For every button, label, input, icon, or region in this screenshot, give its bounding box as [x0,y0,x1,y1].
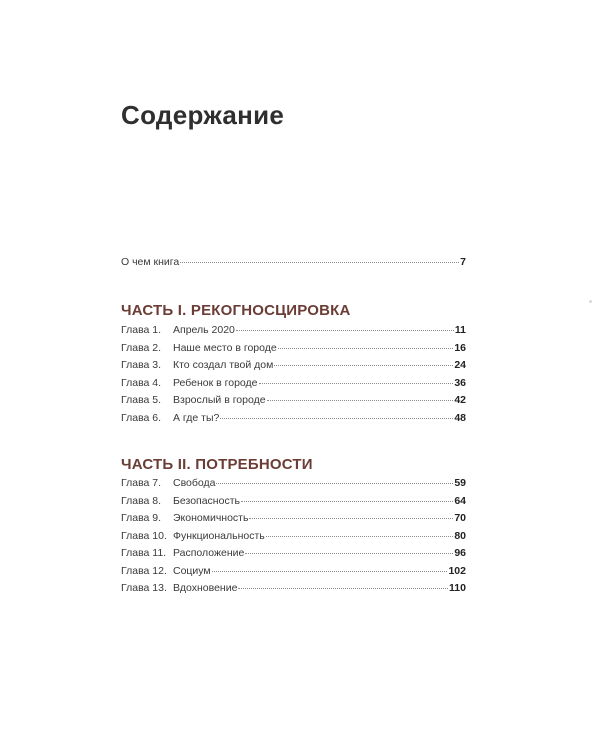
chapter-page: 48 [454,411,466,424]
toc-chapter-row [121,547,466,565]
dot-leader [259,383,454,384]
chapter-page: 11 [454,324,466,336]
chapter-number: Глава 12. [121,564,167,577]
chapter-number: Глава 7. [121,477,162,489]
toc-chapter-row [121,324,466,342]
chapter-title: Вдохновение [173,582,238,594]
part-2-heading: ЧАСТЬ II. ПОТРЕБНОСТИ [121,456,313,473]
toc-chapter-row [121,477,466,495]
dot-leader [180,262,459,263]
part-1-chapter-list [121,324,466,429]
chapter-page: 24 [454,359,466,371]
part-1-heading: ЧАСТЬ I. РЕКОГНОСЦИРОВКА [121,302,351,319]
chapter-page: 110 [449,582,466,594]
toc-chapter-row [121,495,466,513]
chapter-number: Глава 10. [121,529,167,542]
chapter-page: 96 [454,547,466,559]
dot-leader [249,518,453,519]
dot-leader [212,571,448,572]
chapter-number: Глава 9. [121,512,162,524]
toc-chapter-row [121,582,466,600]
toc-chapter-row [121,377,466,395]
chapter-title: Свобода [173,477,216,489]
dot-leader [236,330,454,331]
chapter-title: Апрель 2020 [173,324,235,336]
chapter-page: 80 [454,529,466,542]
chapter-title: Кто создал твой дом [173,359,274,371]
chapter-number: Глава 5. [121,394,162,406]
page-speck [589,300,592,303]
chapter-number: Глава 2. [121,341,162,354]
chapter-title: Ребенок в городе [173,376,258,389]
chapter-page: 102 [448,564,466,577]
dot-leader [238,588,448,589]
intro-title: О чем книга [121,256,180,268]
dot-leader [266,536,454,537]
dot-leader [220,418,453,419]
part-2-chapter-list [121,477,466,600]
dot-leader [274,365,453,366]
dot-leader [267,400,454,401]
toc-chapter-row [121,342,466,360]
chapter-number: Глава 4. [121,376,162,389]
chapter-title: Расположение [173,547,245,559]
chapter-page: 42 [454,394,466,406]
dot-leader [245,553,453,554]
toc-chapter-row [121,565,466,583]
toc-chapter-row [121,394,466,412]
chapter-number: Глава 8. [121,494,162,507]
chapter-number: Глава 11. [121,547,167,559]
chapter-title: Взрослый в городе [173,394,266,406]
toc-chapter-row [121,512,466,530]
toc-chapter-row [121,359,466,377]
intro-page: 7 [460,256,466,268]
chapter-page: 64 [454,494,466,507]
chapter-page: 16 [454,341,466,354]
chapter-title: Экономичность [173,512,249,524]
dot-leader [278,348,454,349]
chapter-page: 70 [454,512,466,524]
chapter-number: Глава 13. [121,582,167,594]
chapter-title: Функциональность [173,529,265,542]
chapter-title: Безопасность [173,494,240,507]
chapter-title: Социум [173,564,211,577]
chapter-title: А где ты? [173,411,220,424]
chapter-number: Глава 3. [121,359,162,371]
chapter-number: Глава 6. [121,411,162,424]
page-title: Содержание [121,100,285,130]
dot-leader [241,501,453,502]
chapter-number: Глава 1. [121,324,162,336]
toc-chapter-row [121,530,466,548]
chapter-page: 59 [454,477,466,489]
chapter-page: 36 [454,376,466,389]
toc-chapter-row [121,412,466,430]
chapter-title: Наше место в городе [173,341,277,354]
toc-intro-row [121,256,466,274]
dot-leader [216,483,453,484]
